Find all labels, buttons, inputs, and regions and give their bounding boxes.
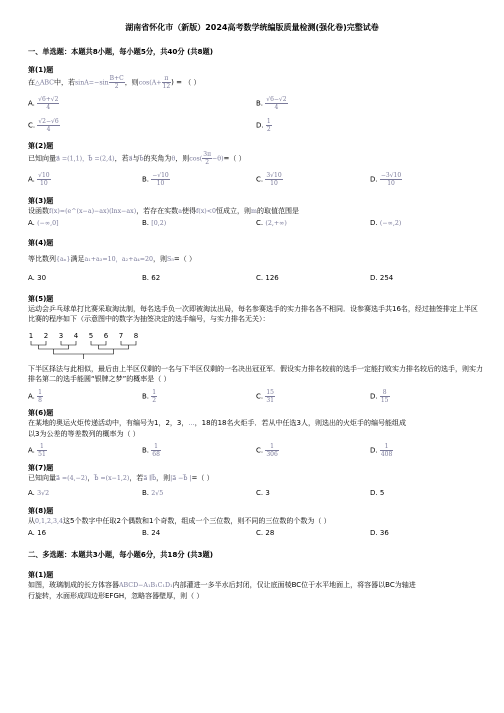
question-stem: 从0,1,2,3,4这5个数字中任取2个偶数和1个奇数，组成一个三位数，则不同的三位数的个数为（ ）	[28, 517, 331, 525]
options-row	[28, 96, 483, 114]
option-b[interactable]: B. [0,2)	[142, 219, 167, 227]
option-a[interactable]: A. 3√2	[28, 489, 50, 497]
options-row	[28, 273, 483, 291]
bracket-seed: 2	[43, 332, 49, 340]
option-d[interactable]: D. $\frac{8}{15}$	[370, 389, 389, 404]
question-1	[28, 65, 483, 136]
question-stem: 设函数f(x)=(e^(x−a)−ax)(lnx−ax)，若存在实数a使得f(x)<0恒成立，则m的取值范围是	[28, 207, 300, 215]
bracket-seed: 3	[58, 332, 64, 340]
options-row	[28, 118, 483, 136]
option-d[interactable]: D. $\frac{1}{2}$	[256, 118, 271, 133]
question-label: 第(2)题	[28, 142, 54, 150]
bracket-seed: 8	[133, 332, 139, 340]
option-b[interactable]: B. $\frac{√6-√2}{4}$	[256, 96, 287, 111]
option-b[interactable]: B. 24	[142, 529, 161, 537]
question-label: 第(4)题	[28, 239, 54, 247]
stem-text: 在	[28, 78, 35, 87]
question-stem: 下半区择法与此相似，最后由上半区仅剩的一名与下半区仅剩的一名决出冠亚军．假设实力排名较前的选手一定能打败实力排名较后的选手，则实力排名第二的选手能圆“银牌之梦”的概率是（ ）	[28, 365, 483, 383]
option-b[interactable]: B. $\frac{1}{68}$	[142, 443, 160, 458]
question-stem: 运动会乒乓球单打比赛采取淘汰制，每名选手负一次即被淘汰出局，每名参赛选手的实力排名各不相同．设参赛选手共16名，经过抽签排定上半区比赛的程序如下（示意图中的数字为抽签决定的选手编号，与实力排名无关）：	[28, 305, 478, 323]
question-stem	[28, 75, 483, 90]
question-4	[28, 238, 483, 291]
option-d[interactable]: D. 254	[370, 274, 394, 282]
option-b[interactable]: B. $\frac{-√10}{10}$	[142, 172, 169, 187]
option-a[interactable]: A. 16	[28, 529, 47, 537]
bracket-seed: 5	[88, 332, 94, 340]
stem-text: ，则	[124, 78, 139, 87]
option-a[interactable]: A. $\frac{√6+√2}{4}$	[28, 96, 59, 111]
stem-text: ) = （ ）	[171, 78, 201, 87]
question-8	[28, 506, 483, 546]
bracket-seed: 7	[118, 332, 124, 340]
question-5	[28, 294, 483, 324]
multi-question-1	[28, 570, 483, 601]
section-multiple-choice-heading: 二、多选题：本题共3小题，每小题6分，共18分 (共3题)	[28, 550, 214, 559]
section-single-choice-heading: 一、单选题：本题共8小题，每小题5分，共40分 (共8题)	[28, 47, 214, 56]
bracket-seed: 4	[73, 332, 79, 340]
option-c[interactable]: C. $\frac{1}{306}$	[256, 443, 278, 458]
option-b[interactable]: B. $\frac{1}{2}$	[142, 389, 157, 404]
question-2	[28, 141, 483, 190]
question-stem: 已知向量a⃗ =(1,1)，b⃗ =(2,4)，若a⃗与b⃗的夹角为θ，则cos( $\frac{3\pi}{2}$ −θ)=（ ）	[28, 151, 246, 166]
options-row	[28, 443, 483, 461]
option-d[interactable]: D. 5	[370, 489, 385, 497]
option-b[interactable]: B. 2√5	[142, 489, 164, 497]
question-label: 第(5)题	[28, 295, 54, 303]
question-6	[28, 408, 483, 461]
question-label: 第(6)题	[28, 409, 54, 417]
fraction: $\frac{\pi}{12}$	[162, 75, 171, 90]
option-d[interactable]: D. $\frac{-3√10}{10}$	[370, 172, 402, 187]
question-stem: 以3为公差的等差数列的概率为（ ）	[28, 430, 140, 438]
option-a[interactable]: A. $\frac{√10}{10}$	[28, 172, 50, 187]
question-stem: 等比数列{aₙ}满足a₁+a₃=10，a₂+a₄=20，则S₅=（ ）	[28, 255, 196, 263]
option-a[interactable]: A. (−∞,0]	[28, 219, 59, 227]
options-row	[28, 172, 483, 190]
question-label: 第(1)题	[28, 66, 54, 74]
options-row	[28, 389, 483, 407]
question-stem: 在某地的奥运火炬传递活动中，有编号为1，2，3，…，18的18名火炬手．若从中任选3人，则选出的火炬手的编号能组成	[28, 419, 406, 427]
stem-text: 中，若	[53, 78, 75, 87]
fraction: $\frac{B+C}{2}$	[109, 75, 124, 90]
question-label: 第(8)题	[28, 507, 54, 515]
bracket-seed: 6	[103, 332, 109, 340]
question-5-continued	[28, 364, 483, 407]
question-stem: 已知向量a⃗ =(4,−2)，b⃗ =(x−1,2)，若a⃗ ∥b⃗，则|a⃗ −b⃗ |=（ ）	[28, 474, 214, 482]
option-a[interactable]: A. 30	[28, 274, 47, 282]
question-label: 第(1)题	[28, 571, 54, 579]
option-c[interactable]: C. 28	[256, 529, 275, 537]
option-c[interactable]: C. $\frac{√2-√6}{4}$	[28, 118, 59, 133]
page-title: 湖南省怀化市（新版）2024高考数学统编版质量检测(强化卷)完整试卷	[125, 23, 379, 32]
option-c[interactable]: C. 126	[256, 274, 279, 282]
option-c[interactable]: C. (2,+∞)	[256, 219, 287, 227]
options-row	[28, 218, 483, 236]
question-label: 第(7)题	[28, 464, 54, 472]
option-d[interactable]: D. $\frac{1}{408}$	[370, 443, 393, 458]
option-c[interactable]: C. $\frac{15}{31}$	[256, 389, 274, 404]
question-7	[28, 463, 483, 506]
option-d[interactable]: D. (−∞,2)	[370, 219, 402, 227]
question-stem: 如图，玻璃制成的长方体容器ABCD−A₁B₁C₁D₁内部灌进一多半水后封闭，仅让底面棱BC位于水平地面上，将容器以BC为轴进	[28, 581, 416, 589]
option-a[interactable]: A. $\frac{1}{8}$	[28, 389, 42, 404]
option-c[interactable]: C. $\frac{3√10}{10}$	[256, 172, 282, 187]
question-label: 第(3)题	[28, 197, 54, 205]
option-b[interactable]: B. 62	[142, 274, 161, 282]
option-d[interactable]: D. 36	[370, 529, 389, 537]
tournament-bracket-diagram	[26, 329, 146, 363]
question-stem: 行旋转，水面形成四边形EFGH，忽略容器壁厚，则（ ）	[28, 592, 204, 600]
options-row	[28, 528, 483, 546]
option-c[interactable]: C. 3	[256, 489, 270, 497]
stem-math: cos(A+	[138, 79, 162, 87]
stem-math: sinA=−sin	[74, 79, 109, 87]
options-row	[28, 488, 483, 506]
question-3	[28, 196, 483, 236]
stem-math: △ABC	[35, 79, 54, 87]
option-a[interactable]: A. $\frac{1}{51}$	[28, 443, 46, 458]
bracket-seed: 1	[28, 332, 34, 340]
